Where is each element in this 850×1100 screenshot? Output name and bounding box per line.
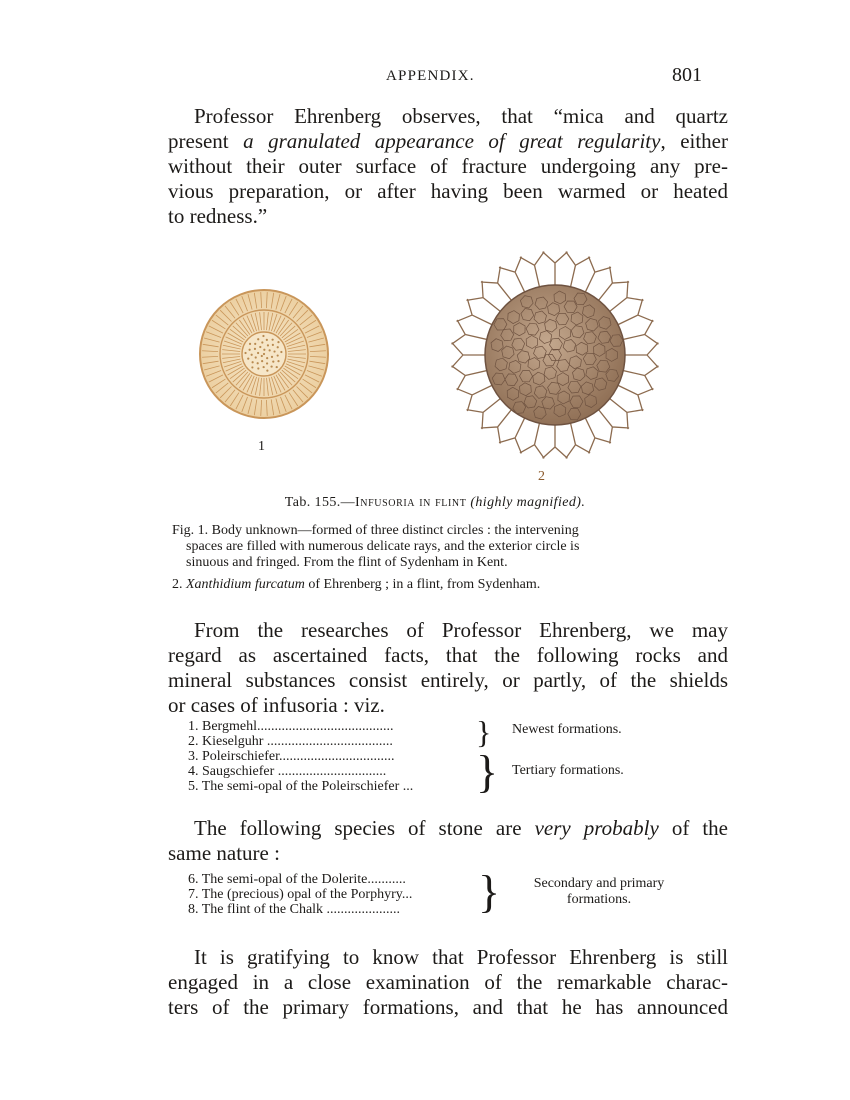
paragraph-line: or cases of infusoria : viz.: [168, 693, 385, 717]
running-title: APPENDIX.: [386, 68, 475, 84]
paragraph-line: From the researches of Professor Ehrenberg, we may: [194, 618, 728, 642]
list-item: 8. The flint of the Chalk .....................: [188, 902, 401, 917]
paragraph-line: ters of the primary formations, and that he has announced: [168, 995, 728, 1019]
figure-2-xanthidium: [446, 246, 664, 464]
figure-1-infusoria-disc: [196, 286, 332, 422]
emphasis-text: very probably: [534, 816, 659, 840]
paragraph-line: same nature :: [168, 841, 280, 865]
species-name: Xanthidium furcatum: [186, 577, 305, 592]
plate-caption-title: Tab. 155.—Infusoria in flint (highly magnified).: [284, 495, 586, 510]
paragraph-line: regard as ascertained facts, that the following rocks and: [168, 643, 728, 667]
list-item: 3. Poleirschiefer.................................: [188, 749, 395, 764]
list-item: 2. Kieselguhr ....................................: [188, 734, 393, 749]
paragraph-line: It is gratifying to know that Professor Ehrenberg is still: [194, 945, 728, 969]
brace-icon: }: [476, 714, 492, 750]
paragraph-line: vious preparation, or after having been warmed or heated: [168, 179, 728, 203]
paragraph-gratifying: [168, 945, 728, 1020]
figure-2-number: 2: [538, 469, 545, 484]
rock-list-2: [188, 866, 688, 917]
list-item: 6. The semi-opal of the Dolerite...........: [188, 872, 406, 887]
page-number: 801: [672, 64, 702, 86]
paragraph-line: to redness.”: [168, 204, 268, 228]
figure-2-caption: 2. Xanthidium furcatum of Ehrenberg ; in a flint, from Sydenham.: [172, 577, 541, 592]
paragraph-line: mineral substances consist entirely, or partly, of the shields: [168, 668, 728, 692]
group-label-secondary-primary: Secondary and primary formations.: [533, 876, 665, 907]
paragraph-line: The following species of stone are very probably of the: [194, 816, 728, 840]
list-item: 5. The semi-opal of the Poleirschiefer ...: [188, 779, 414, 794]
running-head: [168, 64, 702, 88]
list-item: 4. Saugschiefer ...............................: [188, 764, 387, 779]
rock-list-1: [188, 714, 688, 797]
paragraph-line: Professor Ehrenberg observes, that “mica and quartz: [194, 104, 728, 128]
paragraph-line: engaged in a close examination of the remarkable charac-: [168, 970, 728, 994]
brace-icon: }: [478, 866, 501, 917]
paragraph-line: without their outer surface of fracture undergoing any pre-: [168, 154, 728, 178]
paragraph-researches: [168, 618, 728, 718]
emphasis-text: a granulated appearance of great regularity: [243, 129, 661, 153]
list-item: 7. The (precious) opal of the Porphyry...: [188, 887, 413, 902]
figure-1-number: 1: [258, 439, 265, 454]
group-label-newest: Newest formations.: [512, 722, 622, 737]
group-label-tertiary: Tertiary formations.: [512, 763, 624, 778]
list-item: 1. Bergmehl.......................................: [188, 719, 394, 734]
paragraph-species: [168, 816, 728, 866]
paragraph-ehrenberg-observes: [168, 104, 728, 229]
figure-1-caption: Fig. 1. Body unknown—formed of three distinct circles : the intervening spaces are filled with numerous delicate rays, and the exterior circle is sinuous and fringed. From the flint of Sydenham in Kent.: [172, 523, 580, 570]
paragraph-line: present a granulated appearance of great regularity, either: [168, 129, 728, 153]
brace-icon: }: [476, 746, 499, 797]
